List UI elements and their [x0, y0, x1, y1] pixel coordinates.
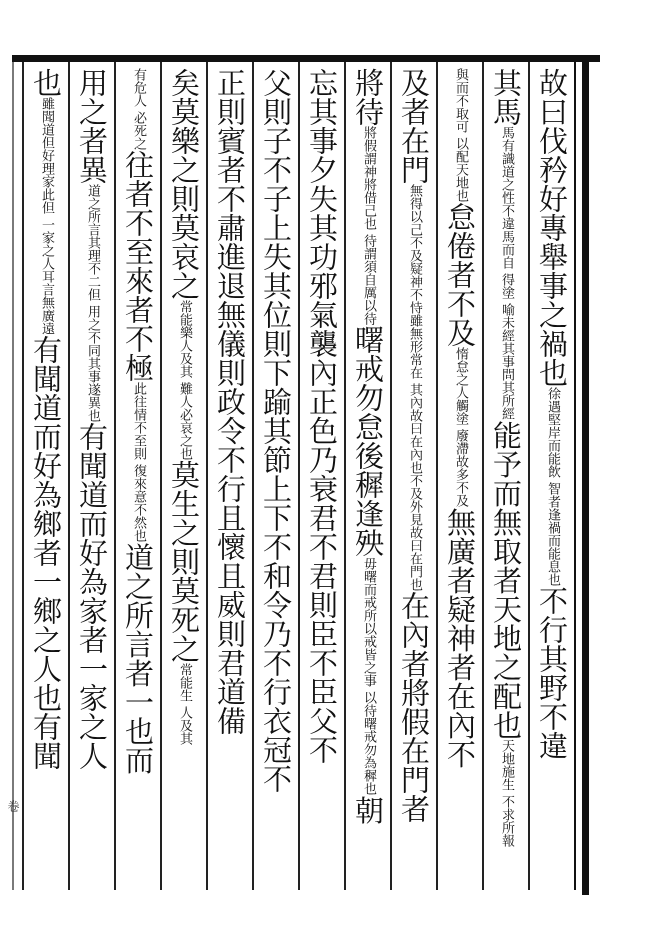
- commentary-note: 道之所言其理不二但 用之不同其事遂異也: [85, 184, 100, 423]
- column-rule: [206, 62, 208, 890]
- text-column: [118, 68, 158, 888]
- frame-top-border: [12, 55, 600, 62]
- main-text: 道之所言者一也而: [121, 542, 155, 775]
- main-text: 及者在門: [397, 68, 431, 184]
- main-text: 有聞道而好為鄉者一鄉之人也有聞: [29, 335, 63, 771]
- commentary-note: 馬有識道之性不違馬而自 得塗 喻未經其事問其所經: [499, 126, 514, 421]
- column-rule: [344, 62, 346, 890]
- commentary-note: 天地施生 不求所報: [499, 739, 514, 848]
- commentary-note: 與而不取可 以配天地也: [453, 68, 468, 203]
- main-text: 用之者異: [75, 68, 109, 184]
- text-column: [348, 68, 388, 888]
- main-text: 父則子不子上失其位則下踰其節上下不和令乃不行衣冠不: [259, 68, 293, 793]
- column-rule: [390, 62, 392, 890]
- text-column: [210, 68, 250, 888]
- commentary-note: 無得以己不及疑神不恃雖無形常在 其內故曰在內也不及外見故曰在門也: [407, 184, 422, 592]
- main-text: 將待: [351, 68, 385, 126]
- column-rule: [22, 62, 24, 890]
- main-text: 無廣者疑神者在內不: [443, 507, 477, 769]
- commentary-note: 此往情不至則 復來意不然也: [131, 382, 146, 543]
- main-text: 曙戒勿怠後穉逢殃: [351, 325, 385, 558]
- column-rule: [160, 62, 162, 890]
- column-rule: [482, 62, 484, 890]
- column-rule: [436, 62, 438, 890]
- text-column: [440, 68, 480, 888]
- main-text: 朝: [351, 795, 385, 825]
- main-text: 忘其事夕失其功邪氣襲內正色乃衰君不君則臣不臣父不: [305, 68, 339, 764]
- text-column: [532, 68, 572, 888]
- column-rule: [68, 62, 70, 890]
- main-text: 能予而無取者天地之配也: [489, 420, 523, 740]
- main-text: 也: [29, 68, 63, 97]
- commentary-note: 將假謂神將借己也 待謂須自厲以待: [361, 126, 376, 326]
- main-text: 怠倦者不及: [443, 202, 477, 348]
- frame-left-border: [12, 62, 14, 890]
- commentary-note: 毋曙而戒所以戒皆之事 以待曙戒勿為穉也: [361, 557, 376, 796]
- page-edge-mark: 卷: [6, 800, 20, 812]
- column-rule: [298, 62, 300, 890]
- frame-inner-right-border: [574, 62, 576, 890]
- frame-right-border: [582, 55, 589, 895]
- column-rule: [114, 62, 116, 890]
- commentary-note: 雖聞道但好理家此但 一家之人耳言無廣遠: [39, 97, 54, 336]
- main-text: 不行其野不違: [535, 586, 569, 761]
- main-text: 莫生之則莫死之: [167, 460, 201, 664]
- commentary-note: 徐遇堅岸而能飲 智者逢禍而能息也: [545, 387, 560, 587]
- text-column: [256, 68, 296, 888]
- main-text: 正則賓者不肅進退無儀則政令不行且懷且威則君道備: [213, 68, 247, 735]
- text-column: [72, 68, 112, 888]
- main-text: 故曰伐矜好專舉事之禍也: [535, 68, 569, 387]
- main-text: 其馬: [489, 68, 523, 126]
- main-text: 在內者將假在門者: [397, 591, 431, 824]
- column-rule: [252, 62, 254, 890]
- commentary-note: 常能生 人及其: [177, 663, 192, 746]
- commentary-note: 惰怠之人觸塗 廢滯故多不及: [453, 347, 468, 508]
- main-text: 往者不至來者不極: [121, 150, 155, 383]
- column-rule: [528, 62, 530, 890]
- text-column: [26, 68, 66, 888]
- text-column: [164, 68, 204, 888]
- main-text: 矣莫樂之則莫哀之: [167, 68, 201, 300]
- text-column: [302, 68, 342, 888]
- commentary-note: 有危人 必死之: [131, 68, 146, 151]
- commentary-note: 常能樂人及其 難人必哀之也: [177, 300, 192, 461]
- text-column: [394, 68, 434, 888]
- main-text: 有聞道而好為家者一家之人: [75, 422, 109, 771]
- text-column: [486, 68, 526, 888]
